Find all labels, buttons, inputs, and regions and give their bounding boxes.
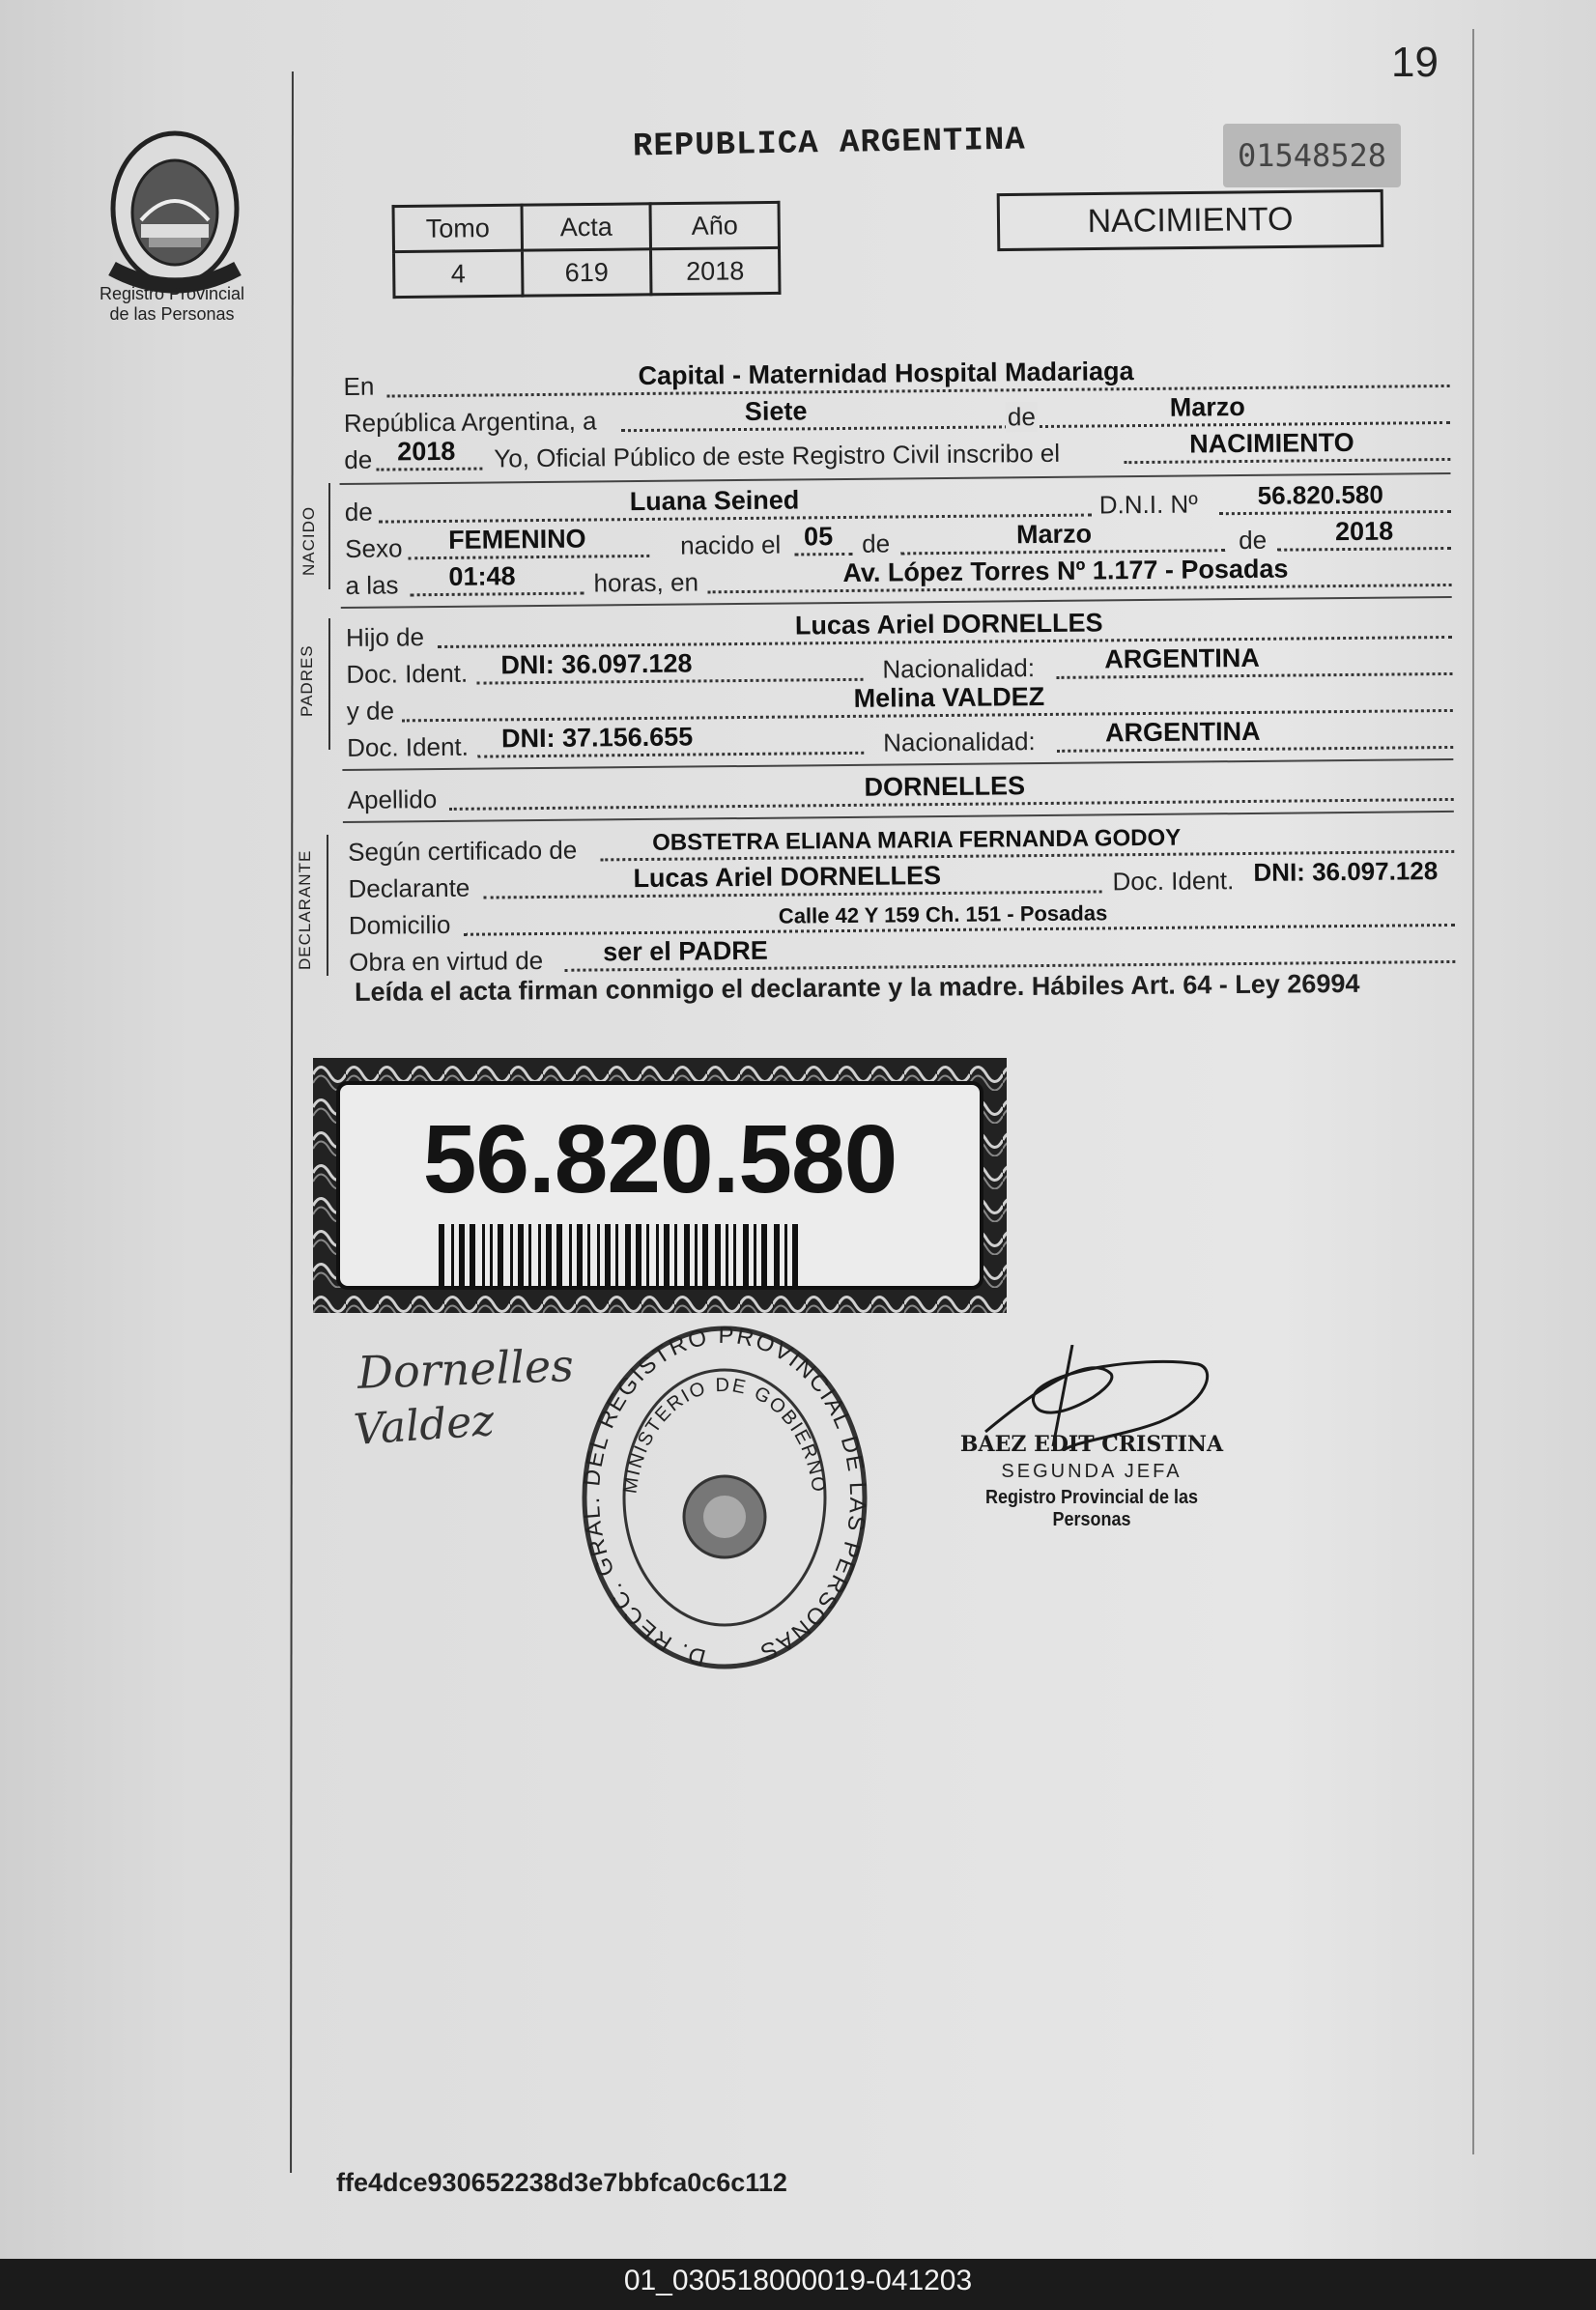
barcode-bar — [695, 1224, 698, 1286]
barcode-bar — [674, 1224, 677, 1286]
right-margin-line — [1472, 29, 1474, 2154]
certificado-value: OBSTETRA ELIANA MARIA FERNANDA GODOY — [651, 824, 1182, 856]
acta-header: Acta — [522, 204, 650, 250]
father-doc: DNI: 36.097.128 — [500, 648, 693, 680]
barcode-bar — [546, 1224, 552, 1286]
obra-label: Obra en virtud de — [349, 945, 544, 977]
barcode-bar — [636, 1224, 641, 1286]
dni-stamp — [313, 1058, 1007, 1313]
mother-nat-label: Nacionalidad: — [882, 727, 1036, 757]
mother-name: Melina VALDEZ — [853, 681, 1045, 713]
de-label: de — [1006, 402, 1038, 432]
official-name: BAEZ EDIT CRISTINA — [959, 1432, 1224, 1457]
logo-caption-line1: Registro Provincial — [99, 284, 245, 303]
barcode-bar — [556, 1224, 562, 1286]
month-value: Marzo — [1169, 391, 1245, 422]
official-signature-block — [927, 1432, 1256, 1531]
official-org: Registro Provincial de las Personas — [984, 1487, 1199, 1530]
birth-time: 01:48 — [448, 561, 516, 591]
anio-header: Año — [650, 202, 779, 248]
day-value: Siete — [744, 396, 808, 426]
apellido-value: DORNELLES — [864, 771, 1026, 802]
tomo-header: Tomo — [393, 205, 522, 251]
dni-label: D.N.I. Nº — [1098, 489, 1198, 520]
barcode-bar — [518, 1224, 524, 1286]
barcode-bar — [528, 1224, 531, 1286]
section-padres-label: PADRES — [298, 644, 316, 717]
dots — [1124, 458, 1450, 464]
barcode-bar — [597, 1224, 600, 1286]
mother-doc-label: Doc. Ident. — [347, 731, 470, 762]
barcode-bar — [726, 1224, 728, 1286]
barcode-bar — [656, 1224, 659, 1286]
act-value: NACIMIENTO — [1189, 427, 1354, 459]
tomo-value: 4 — [394, 250, 523, 297]
declarante-signature: Dornelles — [356, 1339, 575, 1399]
barcode-bar — [498, 1224, 503, 1286]
section-declarante-bar — [327, 835, 328, 976]
en-value: Capital - Maternidad Hospital Madariaga — [638, 356, 1134, 391]
republica-label: República Argentina, a — [343, 406, 597, 438]
page-number: 19 — [1391, 39, 1439, 86]
segun-label: Según certificado de — [348, 835, 578, 867]
province-logo — [93, 124, 257, 298]
mother-signature: Valdez — [352, 1395, 497, 1456]
section-declarante-label: DECLARANTE — [296, 849, 314, 970]
domicilio-value: Calle 42 Y 159 Ch. 151 - Posadas — [778, 900, 1108, 928]
father-name: Lucas Ariel DORNELLES — [794, 608, 1103, 641]
official-signature-scribble — [927, 1345, 1256, 1451]
mother-doc: DNI: 37.156.655 — [500, 722, 694, 754]
father-nat-label: Nacionalidad: — [882, 653, 1036, 684]
barcode-bar — [664, 1224, 670, 1286]
father-doc-label: Doc. Ident. — [346, 658, 469, 689]
barcode-bar — [490, 1224, 493, 1286]
svg-text:D. RECC. GRAL. DEL REGISTRO PR: D. RECC. GRAL. DEL REGISTRO PROVINCIAL DE LAS PERSONAS — [580, 1324, 869, 1671]
barcode-bar — [702, 1224, 708, 1286]
barcode-bar — [684, 1224, 690, 1286]
domicilio-label: Domicilio — [348, 909, 451, 940]
dots — [1277, 547, 1451, 552]
birth-day: 05 — [803, 522, 834, 552]
barcode-bar — [587, 1224, 590, 1286]
serial-number: 01548528 — [1223, 124, 1401, 187]
stamp-dni-number: 56.820.580 — [422, 1105, 898, 1213]
declarante-name: Lucas Ariel DORNELLES — [633, 861, 942, 894]
acta-value: 619 — [523, 249, 651, 296]
nacido-el-label: nacido el — [680, 529, 782, 560]
barcode-bar — [569, 1224, 572, 1286]
year-value: 2018 — [397, 436, 456, 467]
anio-value: 2018 — [650, 247, 779, 294]
section-nacido-bar — [328, 483, 330, 589]
father-nat: ARGENTINA — [1104, 642, 1260, 674]
document-title: REPUBLICA ARGENTINA — [632, 122, 1026, 166]
logo-caption — [77, 284, 267, 325]
mother-nat: ARGENTINA — [1104, 716, 1261, 748]
section-padres-bar — [328, 618, 330, 750]
barcode-bar — [792, 1224, 798, 1286]
y-de-label: y de — [346, 696, 395, 726]
barcode-bar — [615, 1224, 618, 1286]
barcode-bar — [715, 1224, 721, 1286]
en-label: En — [343, 371, 375, 401]
closing-statement: Leída el acta firman conmigo el declarante y la madre. Hábiles Art. 64 - Ley 26994 — [354, 968, 1360, 1007]
barcode-bar — [470, 1224, 475, 1286]
child-dni: 56.820.580 — [1257, 479, 1383, 510]
official-seal — [580, 1324, 869, 1681]
declarante-doc-label: Doc. Ident. — [1112, 866, 1235, 897]
svg-text:MINISTERIO DE GOBIERNO: MINISTERIO DE GOBIERNO — [619, 1374, 830, 1496]
document-type-box: NACIMIENTO — [997, 189, 1384, 251]
barcode-bar — [482, 1224, 485, 1286]
sexo-value: FEMENINO — [447, 524, 586, 555]
sexo-label: Sexo — [345, 533, 403, 563]
logo-caption-line2: de las Personas — [109, 304, 235, 324]
barcode-bar — [459, 1224, 465, 1286]
registry-table — [392, 201, 782, 299]
barcode-bar — [733, 1224, 736, 1286]
section-nacido-label: NACIDO — [299, 505, 318, 576]
barcode-bar — [646, 1224, 649, 1286]
year-de-label: de — [344, 444, 373, 474]
birth-year: 2018 — [1334, 516, 1394, 547]
barcode-bar — [451, 1224, 454, 1286]
barcode-bar — [774, 1224, 780, 1286]
birth-de-label2: de — [1239, 525, 1268, 556]
barcode-bar — [510, 1224, 513, 1286]
barcode-bar — [743, 1224, 749, 1286]
birth-de-label: de — [862, 528, 891, 558]
barcode-bar — [577, 1224, 583, 1286]
barcode-bar — [754, 1224, 756, 1286]
apellido-label: Apellido — [347, 784, 438, 814]
horas-label: horas, en — [593, 567, 699, 598]
child-name: Luana Seined — [629, 485, 800, 517]
nombre-de-label: de — [344, 497, 373, 527]
document-hash: ffe4dce930652238d3e7bbfca0c6c112 — [336, 2168, 787, 2197]
alas-label: a las — [345, 570, 399, 600]
barcode-bar — [625, 1224, 631, 1286]
barcode-bar — [761, 1224, 767, 1286]
barcode-bar — [538, 1224, 541, 1286]
declarante-doc: DNI: 36.097.128 — [1253, 856, 1439, 887]
barcode-bar — [784, 1224, 787, 1286]
obra-value: ser el PADRE — [603, 935, 768, 967]
barcode-bar — [605, 1224, 611, 1286]
birth-month: Marzo — [1015, 519, 1093, 550]
hijo-de-label: Hijo de — [345, 622, 425, 652]
barcode-bar — [439, 1224, 444, 1286]
dots — [376, 468, 482, 471]
official-role: SEGUNDA JEFA — [1001, 1461, 1183, 1482]
dots — [411, 592, 584, 597]
declarante-label: Declarante — [348, 872, 470, 903]
dots — [794, 553, 852, 556]
footer-filename: 01_030518000019-041203 — [623, 2265, 973, 2296]
oficial-text: Yo, Oficial Público de este Registro Civil inscribo el — [494, 438, 1061, 473]
birth-place: Av. López Torres Nº 1.177 - Posadas — [842, 554, 1289, 587]
